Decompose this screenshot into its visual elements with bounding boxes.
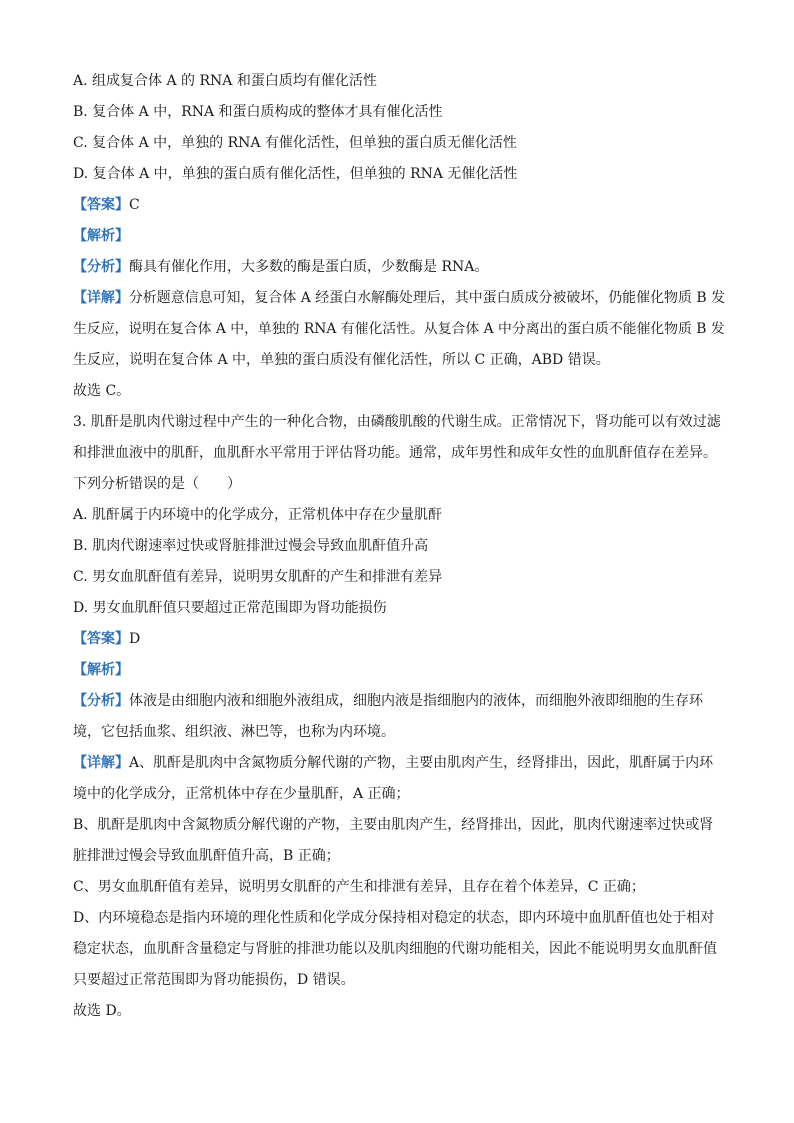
q3-detail-line-5: C、男女血肌酐值有差异，说明男女肌酐的产生和排泄有差异，且存在着个体差异，C 正确； [73, 879, 645, 895]
analysis-tag: 【解析】 [73, 662, 129, 678]
detail-text: 分析题意信息可知，复合体 A 经蛋白水解酶处理后，其中蛋白质成分被破坏，仍能催化物质 B 发 [128, 290, 726, 306]
fenxi-text: 体液是由细胞内液和细胞外液组成，细胞内液是指细胞内的液体，而细胞外液即细胞的生存环 [129, 693, 703, 709]
detail-text: A、肌酐是肌肉中含氮物质分解代谢的产物，主要由肌肉产生，经肾排出，因此，肌酐属于内环 [129, 755, 714, 771]
fenxi-tag: 【分析】 [73, 259, 129, 275]
q2-option-c: C. 复合体 A 中，单独的 RNA 有催化活性，但单独的蛋白质无催化活性 [73, 135, 517, 151]
analysis-tag: 【解析】 [73, 228, 129, 244]
answer-value: D [129, 631, 141, 647]
detail-tag: 【详解】 [73, 290, 129, 306]
q3-detail-line-6: D、内环境稳态是指内环境的理化性质和化学成分保持相对稳定的状态，即内环境中血肌酐值也处于相对 [73, 910, 715, 926]
q3-detail-line-8: 只要超过正常范围即为肾功能损伤，D 错误。 [73, 972, 355, 988]
q3-stem-line-3: 下列分析错误的是（ ） [73, 476, 241, 492]
q3-detail-line-1 [73, 748, 725, 779]
q2-fenxi [73, 252, 725, 283]
q3-analysis-heading [73, 655, 725, 686]
q3-detail-line-7: 稳定状态，血肌酐含量稳定与肾脏的排泄功能以及肌肉细胞的代谢功能相关，因此不能说明男女血肌酐值 [73, 941, 717, 957]
q2-detail-line-2: 生反应，说明在复合体 A 中，单独的 RNA 有催化活性。从复合体 A 中分离出的蛋白质不能催化物质 B 发 [73, 321, 725, 337]
q3-fenxi-line-1 [73, 686, 725, 717]
answer-tag: 【答案】 [73, 197, 129, 213]
q3-detail-line-3: B、肌酐是肌肉中含氮物质分解代谢的产物，主要由肌肉产生，经肾排出，因此，肌肉代谢速率过快或肾 [73, 817, 714, 833]
q2-analysis-heading [73, 221, 725, 252]
q2-option-a: A. 组成复合体 A 的 RNA 和蛋白质均有催化活性 [73, 73, 377, 89]
q3-stem-line-2: 和排泄血液中的肌酐，血肌酐水平常用于评估肾功能。通常，成年男性和成年女性的血肌酐值存在差异。 [73, 445, 717, 461]
q2-answer [73, 190, 725, 221]
q3-conclusion: 故选 D。 [73, 1003, 131, 1019]
q3-option-a: A. 肌酐属于内环境中的化学成分，正常机体中存在少量肌酐 [73, 507, 443, 523]
q2-detail-line-1 [73, 283, 725, 314]
q3-fenxi-line-2: 境，它包括血浆、组织液、淋巴等，也称为内环境。 [73, 724, 395, 740]
q3-option-d: D. 男女血肌酐值只要超过正常范围即为肾功能损伤 [73, 600, 387, 616]
q3-answer [73, 624, 725, 655]
q3-stem-line-1: 3. 肌酐是肌肉代谢过程中产生的一种化合物，由磷酸肌酸的代谢生成。正常情况下，肾功能可以有效过滤 [73, 414, 721, 430]
q2-conclusion: 故选 C。 [73, 383, 131, 399]
q2-option-b: B. 复合体 A 中，RNA 和蛋白质构成的整体才具有催化活性 [73, 104, 443, 120]
q3-option-b: B. 肌肉代谢速率过快或肾脏排泄过慢会导致血肌酐值升高 [73, 538, 429, 554]
q2-option-d: D. 复合体 A 中，单独的蛋白质有催化活性，但单独的 RNA 无催化活性 [73, 166, 518, 182]
q2-detail-line-3: 生反应，说明在复合体 A 中，单独的蛋白质没有催化活性，所以 C 正确，ABD 错误。 [73, 352, 610, 368]
q3-detail-line-2: 境中的化学成分，正常机体中存在少量肌酐，A 正确； [73, 786, 410, 802]
document-page [73, 66, 725, 1027]
answer-value: C [129, 197, 140, 213]
q3-detail-line-4: 脏排泄过慢会导致血肌酐值升高，B 正确； [73, 848, 340, 864]
detail-tag: 【详解】 [73, 755, 129, 771]
q3-option-c: C. 男女血肌酐值有差异，说明男女肌酐的产生和排泄有差异 [73, 569, 443, 585]
fenxi-tag: 【分析】 [73, 693, 129, 709]
answer-tag: 【答案】 [73, 631, 129, 647]
fenxi-text: 酶具有催化作用，大多数的酶是蛋白质，少数酶是 RNA。 [129, 259, 489, 275]
